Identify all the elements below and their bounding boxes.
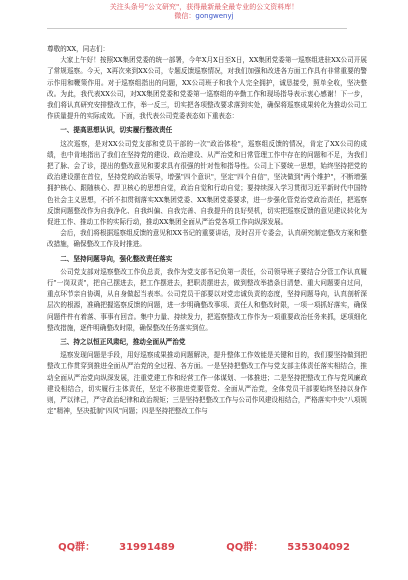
- qq-group-2[interactable]: [214, 542, 362, 553]
- qq-number-1: 31991489: [119, 542, 175, 553]
- section-heading-1: 一、提高思想认识，切实履行整改责任: [60, 126, 173, 135]
- promo-banner: [0, 0, 408, 40]
- wechat-id[interactable]: gongwenyj: [195, 12, 234, 20]
- qq-footer: [0, 538, 408, 553]
- section-1-paragraph-2: 会后，我们将根据巡察组反馈的意见和XX书记的重要讲话，及时召开专委会，认真研究制定整改方案和整改措施，确保整改工作及时推进。: [47, 229, 367, 249]
- document-body: [47, 38, 367, 418]
- promo-line-2: [0, 12, 408, 21]
- intro-paragraph: 大家上午好！按照XX集团党委的统一部署，今年X月X日至X日，XX集团党委第一巡察组进驻XX公司开展了常规巡察。今天，X再次来到XX公司，专题反馈巡察情况，对我们加强和改进各方面工作具有非常重要的警示作用和鞭策作用。对于巡察组指出的问题，XX公司班子和我个人完全拥护，诚恳接受，照单全收，坚决整改。为此，我代表XX公司，对XX集团党委和党委第一巡察组的辛勤工作和现场指导表示衷心感谢！下一步，我们将认真研究安排整改工作，举一反三，切实把各项整改要求落到实处，确保将巡察成果转化为推动公司工作质量提升的实际成效。下面，我代表公司党委表态如下重表态：: [47, 56, 367, 121]
- qq-number-2: 535304092: [287, 542, 350, 553]
- qq-group-1[interactable]: [46, 542, 187, 553]
- promo-line-1: 关注头条号"公文研究"，获得最新最全最专业的公文资料库！: [109, 3, 299, 11]
- section-2-paragraph-1: 公司党支部对巡察整改工作负总责，我作为党支部书记负第一责任，公司领导班子要结合分管工作认真履行"一岗双责"，把自己摆进去，把工作摆进去，把职责摆进去，做到整改举措条目清楚、重大问题要自过问，重点环节亲自协调，从自身做起当表率。公司党员干部要以对党忠诚负责的态度，坚持问题导向，认真剖析深层次的根源，准确把握巡察反馈的问题，进一步明确整改事项、责任人和整改时限，一项一项抓好落实，确保问题件件有着落、事事有回音。集中力量、持续发力，把巡察整改工作作为一项重要政治任务来抓，逐项细化整改措施，逐件明确整改时限，确保整改任务落实到位。: [47, 267, 367, 332]
- section-heading-2: 二、坚持问题导向，强化整改责任落实: [60, 254, 173, 263]
- qq-prefix-2: QQ群：: [226, 542, 264, 553]
- wechat-prefix: 微信：: [174, 12, 196, 20]
- section-heading-3: 三、持之以恒正风肃纪，推动全面从严治党: [60, 338, 186, 347]
- section-3-paragraph-1: 巡察发现问题是手段，用好巡察成果推动问题解决，提升整体工作效能是关键和目的，我们要坚持做到把整改工作贯穿到推进全面从严治党的全过程、各方面。一是坚持把整改工作与党支部主体责任落实相结合，推动全面从严治党向纵深发展，注重党建工作和经营工作一体谋划、一体推进；二是坚持把整改工作与党风廉政建设相结合，切实履行主体责任，坚定不移推进党要管党、全面从严治党，全体党员干部要始终坚持以身作则，严以律己，严守政治纪律和政治规矩；三是坚持把整改工作与公司作风建设相结合，严格落实中央"八项规定"精神，坚决抵制"四风"问题；四是坚持把整改工作与: [47, 351, 367, 416]
- section-1-paragraph-1: 这次巡察，是对XX公司党支部和党员干部的一次"政治体检"，巡察组反馈的情况，肯定了XX公司的成绩，也中肯地指出了我们在坚持党的建设、政治建设、从严治党和日常管理工作中存在的问题和不足，为我们把了脉、会了诊，提出的整改意见和要求具有很强的针对性和指导性。公司上下要统一思想，始终坚持把党的政治建设摆在首位，坚持党的政治领导，增强"四个意识"，坚定"四个自信"，坚决做到"两个维护"，不断增强拥护核心、跟随核心、捍卫核心的思想自觉，政治自觉和行动自觉；要持续深入学习贯彻习近平新时代中国特色社会主义思想，不折不扣贯彻落实XX集团党委、XX集团党委要求，进一步强化管党治党政治责任，把巡察反馈问题整改作为自我净化、自我纠偏、自我完善、自我提升的良好契机，切实把巡察反馈的意见建议转化为促进工作、推动工作的实际行动，推动XX集团全面从严治党各项工作向纵深发展。: [47, 139, 367, 227]
- banner-divider: [47, 28, 347, 29]
- qq-prefix-1: QQ群：: [58, 542, 96, 553]
- salutation: 尊敬的XX，同志们：: [47, 45, 110, 53]
